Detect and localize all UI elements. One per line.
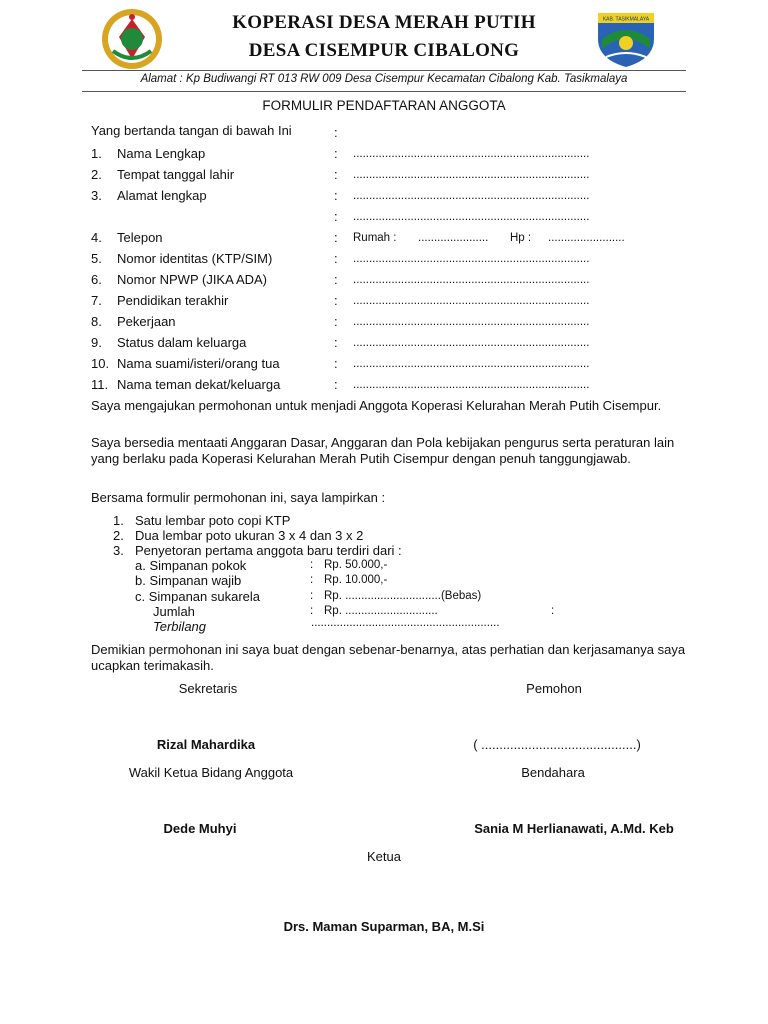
field-fill-line[interactable]: .......................................................................... xyxy=(353,316,590,328)
deposit-colon: : xyxy=(310,559,314,571)
field-label: Nama suami/isteri/orang tua xyxy=(117,356,280,371)
field-colon: : xyxy=(334,356,338,371)
terbilang-dots: ........................................................... xyxy=(311,617,500,629)
deposit-label: b. Simpanan wajib xyxy=(135,573,242,588)
statement-membership: Saya mengajukan permohonan untuk menjadi Anggota Koperasi Kelurahan Merah Putih Cisempur. xyxy=(91,398,662,413)
field-label: Nomor NPWP (JIKA ADA) xyxy=(117,272,268,287)
terbilang-label: Terbilang xyxy=(153,619,207,634)
field-fill-line[interactable]: .......................................................................... xyxy=(353,211,590,223)
field-number: 9. xyxy=(91,335,102,350)
deposit-colon: : xyxy=(310,590,314,602)
pemohon-role: Pemohon xyxy=(526,681,582,696)
attachment-number: 1. xyxy=(113,513,124,528)
field-label: Pekerjaan xyxy=(117,314,176,329)
field-colon: : xyxy=(334,230,338,245)
field-colon: : xyxy=(334,335,338,350)
field-fill-line[interactable]: .......................................................................... xyxy=(353,379,590,391)
closing-statement: Demikian permohonan ini saya buat dengan sebenar-benarnya, atas perhatian dan kerjasamanya saya ucapkan terimakasih. xyxy=(91,642,686,673)
phone-hp-dots[interactable]: ........................ xyxy=(548,232,625,244)
field-fill-line[interactable]: .......................................................................... xyxy=(353,253,590,265)
field-number: 5. xyxy=(91,251,102,266)
field-fill-line[interactable]: .......................................................................... xyxy=(353,148,590,160)
field-number: 11. xyxy=(91,377,109,392)
form-intro: Yang bertanda tangan di bawah Ini xyxy=(91,123,292,138)
field-number: 10. xyxy=(91,356,110,371)
sekretaris-name: Rizal Mahardika xyxy=(156,737,256,752)
sekretaris-role: Sekretaris xyxy=(178,681,238,696)
deposit-value[interactable]: Rp. 50.000,- xyxy=(324,559,388,571)
deposit-label: a. Simpanan pokok xyxy=(135,558,247,573)
bendahara-role: Bendahara xyxy=(521,765,585,780)
field-label: Nama teman dekat/keluarga xyxy=(117,377,281,392)
wakil-ketua-name: Dede Muhyi xyxy=(163,821,237,836)
deposit-value[interactable]: Rp. 10.000,- xyxy=(324,574,388,586)
pemohon-signature-line: ( ...........................................) xyxy=(473,737,641,752)
deposit-label: c. Simpanan sukarela xyxy=(135,589,261,604)
field-fill-line[interactable]: .......................................................................... xyxy=(353,295,590,307)
org-title-line2: DESA CISEMPUR CIBALONG xyxy=(248,40,520,61)
deposit-trailing-colon: : xyxy=(551,605,555,617)
field-colon: : xyxy=(334,314,338,329)
bendahara-name: Sania M Herlianawati, A.Md. Keb xyxy=(474,821,674,836)
attachment-number: 2. xyxy=(113,528,124,543)
wakil-ketua-role: Wakil Ketua Bidang Anggota xyxy=(128,765,294,780)
phone-rumah-dots[interactable]: ...................... xyxy=(418,232,489,244)
field-colon: : xyxy=(334,293,338,308)
deposit-colon: : xyxy=(310,605,314,617)
field-colon: : xyxy=(334,188,338,203)
phone-hp-label: Hp : xyxy=(510,232,532,244)
field-label: Telepon xyxy=(117,230,163,245)
field-number: 4. xyxy=(91,230,102,245)
field-label: Status dalam keluarga xyxy=(117,335,247,350)
deposit-value[interactable]: Rp. ..............................(Bebas) xyxy=(324,590,482,602)
attachment-number: 3. xyxy=(113,543,124,558)
deposit-colon: : xyxy=(310,574,314,586)
phone-rumah-label: Rumah : xyxy=(353,232,397,244)
field-colon: : xyxy=(334,272,338,287)
attachment-item: Satu lembar poto copi KTP xyxy=(135,513,291,528)
deposit-value[interactable]: Rp. ............................. xyxy=(324,605,438,617)
field-number: 1. xyxy=(91,146,102,161)
field-label: Alamat lengkap xyxy=(117,188,207,203)
field-colon: : xyxy=(334,377,338,392)
field-number: 3. xyxy=(91,188,102,203)
field-fill-line[interactable]: .......................................................................... xyxy=(353,274,590,286)
header-divider xyxy=(82,70,686,71)
field-colon: : xyxy=(334,167,338,182)
field-fill-line[interactable]: .......................................................................... xyxy=(353,169,590,181)
field-fill-line[interactable]: .......................................................................... xyxy=(353,190,590,202)
field-label: Pendidikan terakhir xyxy=(117,293,229,308)
form-title: FORMULIR PENDAFTARAN ANGGOTA xyxy=(262,98,506,113)
kabupaten-logo-text: KAB. TASIKMALAYA xyxy=(602,16,650,23)
statement-attachments: Bersama formulir permohonan ini, saya lampirkan : xyxy=(91,490,386,505)
field-number: 6. xyxy=(91,272,102,287)
intro-colon: : xyxy=(334,125,338,140)
field-label: Tempat tanggal lahir xyxy=(117,167,235,182)
attachment-item: Penyetoran pertama anggota baru terdiri dari : xyxy=(135,543,402,558)
field-number: 7. xyxy=(91,293,102,308)
ketua-name: Drs. Maman Suparman, BA, M.Si xyxy=(283,919,485,934)
deposit-label: Jumlah xyxy=(153,604,195,619)
header-divider-bottom xyxy=(82,91,686,92)
field-fill-line[interactable]: .......................................................................... xyxy=(353,358,590,370)
org-title-line1: KOPERASI DESA MERAH PUTIH xyxy=(232,12,536,33)
ketua-role: Ketua xyxy=(367,849,401,864)
field-colon: : xyxy=(334,209,338,224)
org-address: Alamat : Kp Budiwangi RT 013 RW 009 Desa Cisempur Kecamatan Cibalong Kab. Tasikmalaya xyxy=(140,73,628,85)
field-number: 2. xyxy=(91,167,102,182)
field-number: 8. xyxy=(91,314,102,329)
attachment-item: Dua lembar poto ukuran 3 x 4 dan 3 x 2 xyxy=(135,528,364,543)
field-fill-line[interactable]: .......................................................................... xyxy=(353,337,590,349)
field-label: Nomor identitas (KTP/SIM) xyxy=(117,251,273,266)
field-label: Nama Lengkap xyxy=(117,146,206,161)
field-colon: : xyxy=(334,146,338,161)
statement-agreement: Saya bersedia mentaati Anggaran Dasar, Anggaran dan Pola kebijakan pengurus serta peraturan lain yang berlaku pada Koperasi Kelurahan Merah Putih Cisempur dengan penuh tanggungjawab. xyxy=(91,435,675,466)
field-colon: : xyxy=(334,251,338,266)
